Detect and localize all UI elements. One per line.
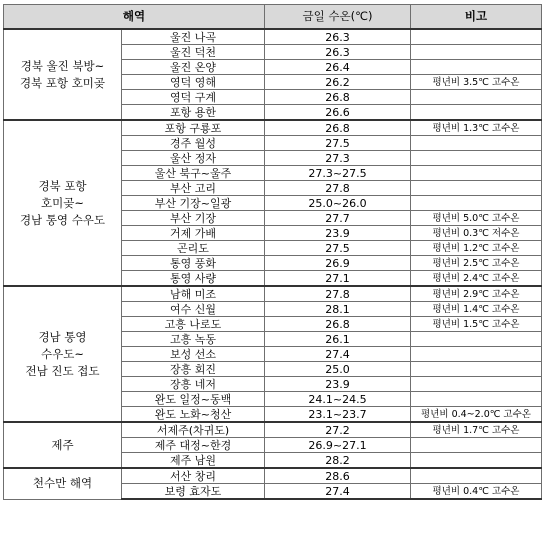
table-row (4, 468, 542, 484)
temperature-cell: 26.9~27.1 (265, 438, 411, 453)
note-cell (411, 60, 542, 75)
table-row (4, 120, 542, 136)
header-temperature: 금일 수온(℃) (265, 5, 411, 30)
note-cell: 평년비 2.5℃ 고수온 (411, 256, 542, 271)
note-cell (411, 105, 542, 121)
temperature-cell: 26.8 (265, 317, 411, 332)
header-region: 해역 (4, 5, 265, 30)
site-cell: 부산 고리 (122, 181, 265, 196)
site-cell: 울진 나곡 (122, 29, 265, 45)
temperature-cell: 23.9 (265, 226, 411, 241)
note-cell (411, 468, 542, 484)
note-cell (411, 181, 542, 196)
note-cell (411, 196, 542, 211)
site-cell: 통영 사량 (122, 271, 265, 287)
note-cell (411, 453, 542, 469)
note-cell (411, 332, 542, 347)
note-cell: 평년비 1.5℃ 고수온 (411, 317, 542, 332)
site-cell: 고흥 녹동 (122, 332, 265, 347)
site-cell: 울산 정자 (122, 151, 265, 166)
temperature-cell: 23.9 (265, 377, 411, 392)
site-cell: 장흥 네저 (122, 377, 265, 392)
region-line: 경북 울진 북방~ (20, 58, 105, 73)
region-cell (4, 468, 122, 499)
temperature-cell: 27.3 (265, 151, 411, 166)
temperature-cell: 27.2 (265, 422, 411, 438)
site-cell: 부산 기장 (122, 211, 265, 226)
note-cell (411, 362, 542, 377)
temperature-cell: 25.0~26.0 (265, 196, 411, 211)
note-cell: 평년비 0.3℃ 저수온 (411, 226, 542, 241)
note-cell: 평년비 1.4℃ 고수온 (411, 302, 542, 317)
site-cell: 서제주(차귀도) (122, 422, 265, 438)
site-cell: 완도 노화~청산 (122, 407, 265, 423)
site-cell: 통영 풍화 (122, 256, 265, 271)
temperature-cell: 27.7 (265, 211, 411, 226)
temperature-cell: 28.2 (265, 453, 411, 469)
site-cell: 울진 덕천 (122, 45, 265, 60)
temperature-cell: 24.1~24.5 (265, 392, 411, 407)
note-cell (411, 151, 542, 166)
region-line: 제주 (51, 437, 74, 452)
note-cell (411, 90, 542, 105)
note-cell: 평년비 1.7℃ 고수온 (411, 422, 542, 438)
note-cell (411, 392, 542, 407)
header-note: 비고 (411, 5, 542, 30)
note-cell: 평년비 2.9℃ 고수온 (411, 286, 542, 302)
site-cell: 영덕 영해 (122, 75, 265, 90)
site-cell: 포항 용한 (122, 105, 265, 121)
note-cell: 평년비 0.4℃ 고수온 (411, 484, 542, 500)
note-cell (411, 166, 542, 181)
site-cell: 장흥 회진 (122, 362, 265, 377)
table-row (4, 422, 542, 438)
temperature-cell: 28.1 (265, 302, 411, 317)
note-cell (411, 347, 542, 362)
site-cell: 보령 효자도 (122, 484, 265, 500)
temperature-cell: 28.6 (265, 468, 411, 484)
site-cell: 고흥 나로도 (122, 317, 265, 332)
region-line: 경북 포항 호미곶 (19, 75, 106, 90)
region-line: 수우도~ (41, 346, 84, 361)
table-header-row (4, 5, 542, 30)
region-cell (4, 422, 122, 468)
site-cell: 보성 선소 (122, 347, 265, 362)
site-cell: 거제 가배 (122, 226, 265, 241)
temperature-cell: 26.6 (265, 105, 411, 121)
site-cell: 울산 북구~울주 (122, 166, 265, 181)
note-cell (411, 438, 542, 453)
temperature-cell: 27.8 (265, 181, 411, 196)
site-cell: 곤리도 (122, 241, 265, 256)
note-cell: 평년비 1.2℃ 고수온 (411, 241, 542, 256)
temperature-cell: 26.8 (265, 90, 411, 105)
sea-temperature-table (3, 4, 542, 500)
temperature-cell: 26.2 (265, 75, 411, 90)
site-cell: 여수 신월 (122, 302, 265, 317)
temperature-cell: 27.8 (265, 286, 411, 302)
site-cell: 울진 온양 (122, 60, 265, 75)
region-line: 경남 통영 (38, 329, 87, 344)
temperature-cell: 23.1~23.7 (265, 407, 411, 423)
temperature-cell: 25.0 (265, 362, 411, 377)
temperature-cell: 27.1 (265, 271, 411, 287)
temperature-cell: 26.3 (265, 45, 411, 60)
region-line: 경북 포항 (38, 178, 87, 193)
note-cell: 평년비 3.5℃ 고수온 (411, 75, 542, 90)
region-cell (4, 120, 122, 286)
region-line: 경남 통영 수우도 (19, 212, 106, 227)
temperature-cell: 26.4 (265, 60, 411, 75)
site-cell: 남해 미조 (122, 286, 265, 302)
region-cell (4, 286, 122, 422)
temperature-cell: 26.9 (265, 256, 411, 271)
note-cell: 평년비 0.4~2.0℃ 고수온 (411, 407, 542, 423)
note-cell: 평년비 2.4℃ 고수온 (411, 271, 542, 287)
note-cell (411, 377, 542, 392)
site-cell: 포항 구룡포 (122, 120, 265, 136)
temperature-cell: 26.3 (265, 29, 411, 45)
note-cell (411, 45, 542, 60)
note-cell: 평년비 1.3℃ 고수온 (411, 120, 542, 136)
temperature-cell: 27.4 (265, 347, 411, 362)
temperature-cell: 27.5 (265, 241, 411, 256)
note-cell (411, 29, 542, 45)
site-cell: 영덕 구계 (122, 90, 265, 105)
table-body (4, 29, 542, 499)
site-cell: 서산 창리 (122, 468, 265, 484)
region-cell (4, 29, 122, 120)
region-line: 호미곶~ (41, 195, 84, 210)
site-cell: 완도 일정~동백 (122, 392, 265, 407)
region-line: 전남 진도 접도 (25, 363, 100, 378)
temperature-cell: 27.3~27.5 (265, 166, 411, 181)
note-cell: 평년비 5.0℃ 고수온 (411, 211, 542, 226)
site-cell: 경주 월성 (122, 136, 265, 151)
site-cell: 부산 기장~일광 (122, 196, 265, 211)
region-line: 천수만 해역 (32, 476, 93, 491)
table-row (4, 286, 542, 302)
temperature-cell: 26.8 (265, 120, 411, 136)
temperature-cell: 27.5 (265, 136, 411, 151)
table-row (4, 29, 542, 45)
temperature-cell: 26.1 (265, 332, 411, 347)
temperature-cell: 27.4 (265, 484, 411, 500)
note-cell (411, 136, 542, 151)
site-cell: 제주 대정~한경 (122, 438, 265, 453)
site-cell: 제주 남원 (122, 453, 265, 469)
